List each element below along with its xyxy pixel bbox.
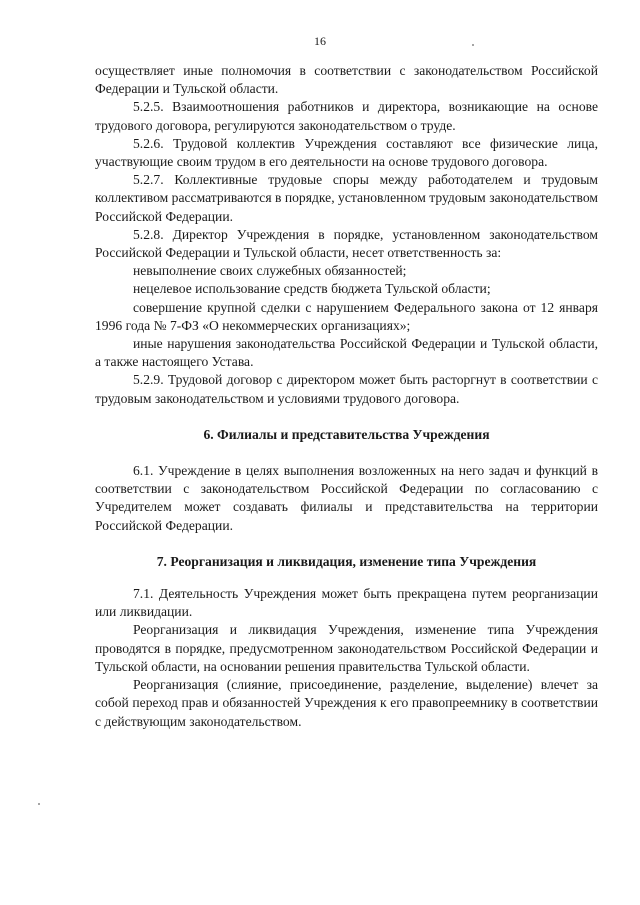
list-item: совершение крупной сделки с нарушением Федерального закона от 12 января 1996 года № 7-ФЗ «О некоммерческих организациях»; [95,299,598,333]
paragraph: 5.2.7. Коллективные трудовые споры между работодателем и трудовым коллективом рассматриваются в порядке, установленном трудовым законодательством Российской Федерации. [95,172,598,224]
paragraph: Реорганизация (слияние, присоединение, разделение, выделение) влечет за собой переход прав и обязанностей Учреждения к его правопреемнику в соответствии с действующим законодательством. [95,677,598,729]
list-item: невыполнение своих служебных обязанностей; [133,263,407,279]
paragraph: 7.1. Деятельность Учреждения может быть прекращена путем реорганизации или ликвидации. [95,586,598,620]
spacer [95,535,598,553]
paragraph: 5.2.5. Взаимоотношения работников и директора, возникающие на основе трудового договора, регулируются законодательством о труде. [95,99,598,133]
spacer [95,571,598,585]
paragraph: Реорганизация и ликвидация Учреждения, изменение типа Учреждения проводятся в порядке, предусмотренном законодательством Российской Федерации и Тульской области, на основании решения правительства Тульской области. [95,622,598,674]
paragraph: 5.2.9. Трудовой договор с директором может быть расторгнут в соответствии с трудовым законодательством и условиями трудового договора. [95,372,598,406]
section-heading: 6. Филиалы и представительства Учреждения [203,426,490,442]
paragraph: 5.2.6. Трудовой коллектив Учреждения составляют все физические лица, участвующие своим трудом в его деятельности на основе трудового договора. [95,135,598,170]
scan-speck [38,803,40,805]
section-heading: 7. Реорганизация и ликвидация, изменение типа Учреждения [156,553,537,569]
paragraph: осуществляет иные полномочия в соответствии с законодательством Российской Федерации и Тульской области. [95,63,598,97]
spacer [95,444,598,462]
list-item: иные нарушения законодательства Российской Федерации и Тульской области, а также настоящего Устава. [95,336,598,370]
paragraph: 6.1. Учреждение в целях выполнения возложенных на него задач и функций в соответствии с законодательством Российской Федерации по согласованию с Учредителем может создавать филиалы и представительства на территории Российской Федерации. [95,463,598,533]
document-body [95,62,598,731]
list-item: нецелевое использование средств бюджета Тульской области; [133,281,491,297]
paragraph: 5.2.8. Директор Учреждения в порядке, установленном законодательством Российской Федерации и Тульской области, несет ответственность за: [95,226,598,261]
spacer [95,408,598,426]
scan-speck [472,44,474,46]
page-number: 16 [314,34,326,48]
